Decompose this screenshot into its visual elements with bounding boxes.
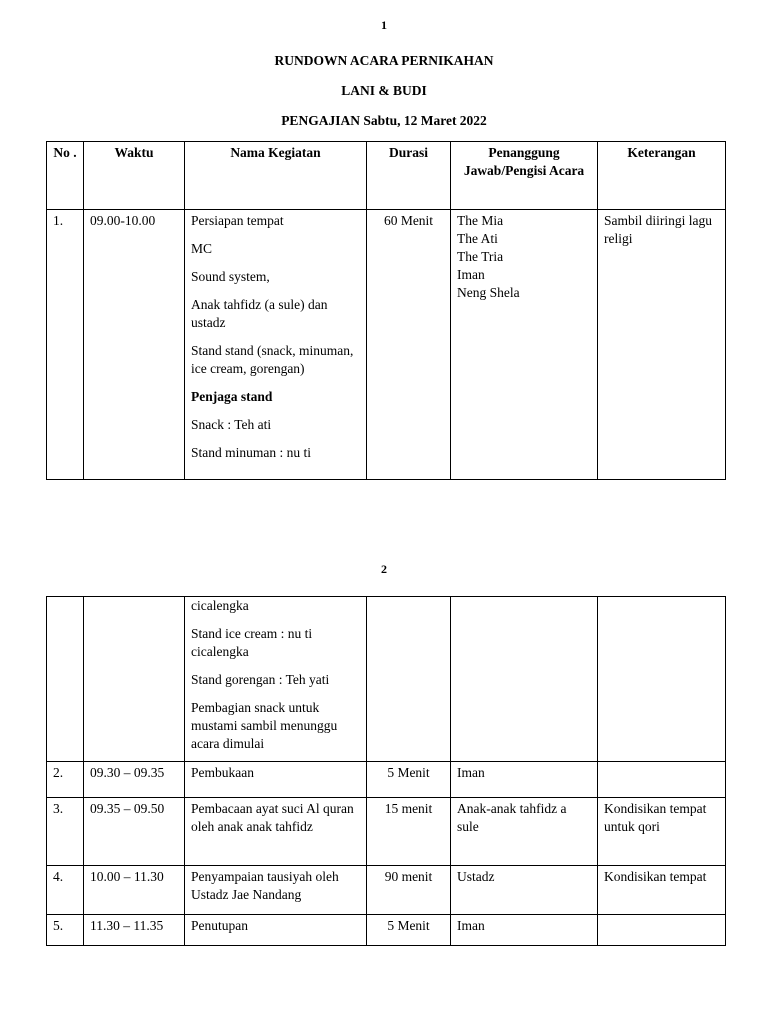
activity-item: Snack : Teh ati xyxy=(191,417,272,432)
cell-no xyxy=(47,597,84,762)
cell-waktu: 10.00 – 11.30 xyxy=(84,866,185,915)
activity-item: Stand ice cream : nu ti cicalengka xyxy=(191,626,313,659)
table-row xyxy=(47,210,726,480)
cell-penanggung-jawab xyxy=(451,210,598,480)
cell-nama-kegiatan: Pembacaan ayat suci Al quran oleh anak anak tahfidz xyxy=(185,798,367,866)
cell-nama-kegiatan xyxy=(185,597,367,762)
pic-name: The Ati xyxy=(457,231,498,246)
activity-item: Stand minuman : nu ti xyxy=(191,445,311,460)
couple-names: LANI & BUDI xyxy=(341,83,427,98)
cell-durasi: 5 Menit xyxy=(367,762,451,798)
cell-keterangan: Kondisikan tempat xyxy=(598,866,726,915)
cell-keterangan xyxy=(598,915,726,946)
document-title: RUNDOWN ACARA PERNIKAHAN xyxy=(274,53,494,68)
cell-no: 4. xyxy=(47,866,84,915)
cell-penanggung-jawab: Anak-anak tahfidz a sule xyxy=(451,798,598,866)
header-durasi: Durasi xyxy=(367,142,451,210)
cell-keterangan: Sambil diiringi lagu religi xyxy=(598,210,726,480)
cell-waktu: 09.30 – 09.35 xyxy=(84,762,185,798)
activity-item: Anak tahfidz (a sule) dan ustadz xyxy=(191,297,328,330)
cell-penanggung-jawab: Iman xyxy=(451,762,598,798)
activity-item: Persiapan tempat xyxy=(191,213,284,228)
cell-durasi: 15 menit xyxy=(367,798,451,866)
table-row xyxy=(47,798,726,866)
pic-name: Iman xyxy=(457,267,485,282)
header-keterangan: Keterangan xyxy=(598,142,726,210)
cell-no: 1. xyxy=(47,210,84,480)
table-row xyxy=(47,762,726,798)
activity-subheading xyxy=(191,388,360,406)
cell-durasi: 5 Menit xyxy=(367,915,451,946)
cell-no: 2. xyxy=(47,762,84,798)
cell-waktu: 11.30 – 11.35 xyxy=(84,915,185,946)
pic-name: The Tria xyxy=(457,249,504,264)
event-subtitle: PENGAJIAN Sabtu, 12 Maret 2022 xyxy=(281,113,487,128)
cell-keterangan xyxy=(598,762,726,798)
cell-penanggung-jawab: Iman xyxy=(451,915,598,946)
activity-item: cicalengka xyxy=(191,598,249,613)
activity-item: Pembagian snack untuk mustami sambil menunggu acara dimulai xyxy=(191,700,338,751)
cell-durasi: 90 menit xyxy=(367,866,451,915)
cell-waktu: 09.35 – 09.50 xyxy=(84,798,185,866)
header-no: No . xyxy=(47,142,84,210)
cell-penanggung-jawab: Ustadz xyxy=(451,866,598,915)
cell-waktu: 09.00-10.00 xyxy=(84,210,185,480)
cell-nama-kegiatan xyxy=(185,210,367,480)
table-row xyxy=(47,915,726,946)
page-number-2: 2 xyxy=(381,562,387,576)
activity-item: Sound system, xyxy=(191,269,270,284)
cell-no: 5. xyxy=(47,915,84,946)
cell-nama-kegiatan: Penyampaian tausiyah oleh Ustadz Jae Nandang xyxy=(185,866,367,915)
cell-durasi xyxy=(367,597,451,762)
pic-name: The Mia xyxy=(457,213,504,228)
cell-nama-kegiatan: Pembukaan xyxy=(185,762,367,798)
rundown-table-page2 xyxy=(46,596,726,946)
activity-item: Stand gorengan : Teh yati xyxy=(191,672,330,687)
page-number-1: 1 xyxy=(381,18,387,32)
activity-subheading-text: Penjaga stand xyxy=(191,389,273,404)
cell-penanggung-jawab xyxy=(451,597,598,762)
cell-no: 3. xyxy=(47,798,84,866)
table-row xyxy=(47,866,726,915)
cell-durasi: 60 Menit xyxy=(367,210,451,480)
table-header-row xyxy=(47,142,726,210)
activity-item: MC xyxy=(191,241,213,256)
header-penanggung-jawab: Penanggung Jawab/Pengisi Acara xyxy=(451,142,598,210)
cell-keterangan xyxy=(598,597,726,762)
cell-keterangan: Kondisikan tempat untuk qori xyxy=(598,798,726,866)
header-nama-kegiatan: Nama Kegiatan xyxy=(185,142,367,210)
activity-item: Stand stand (snack, minuman, ice cream, gorengan) xyxy=(191,343,354,376)
pic-name: Neng Shela xyxy=(457,285,520,300)
header-waktu: Waktu xyxy=(84,142,185,210)
table-row-continued xyxy=(47,597,726,762)
cell-nama-kegiatan: Penutupan xyxy=(185,915,367,946)
cell-waktu xyxy=(84,597,185,762)
rundown-table-page1 xyxy=(46,141,726,480)
